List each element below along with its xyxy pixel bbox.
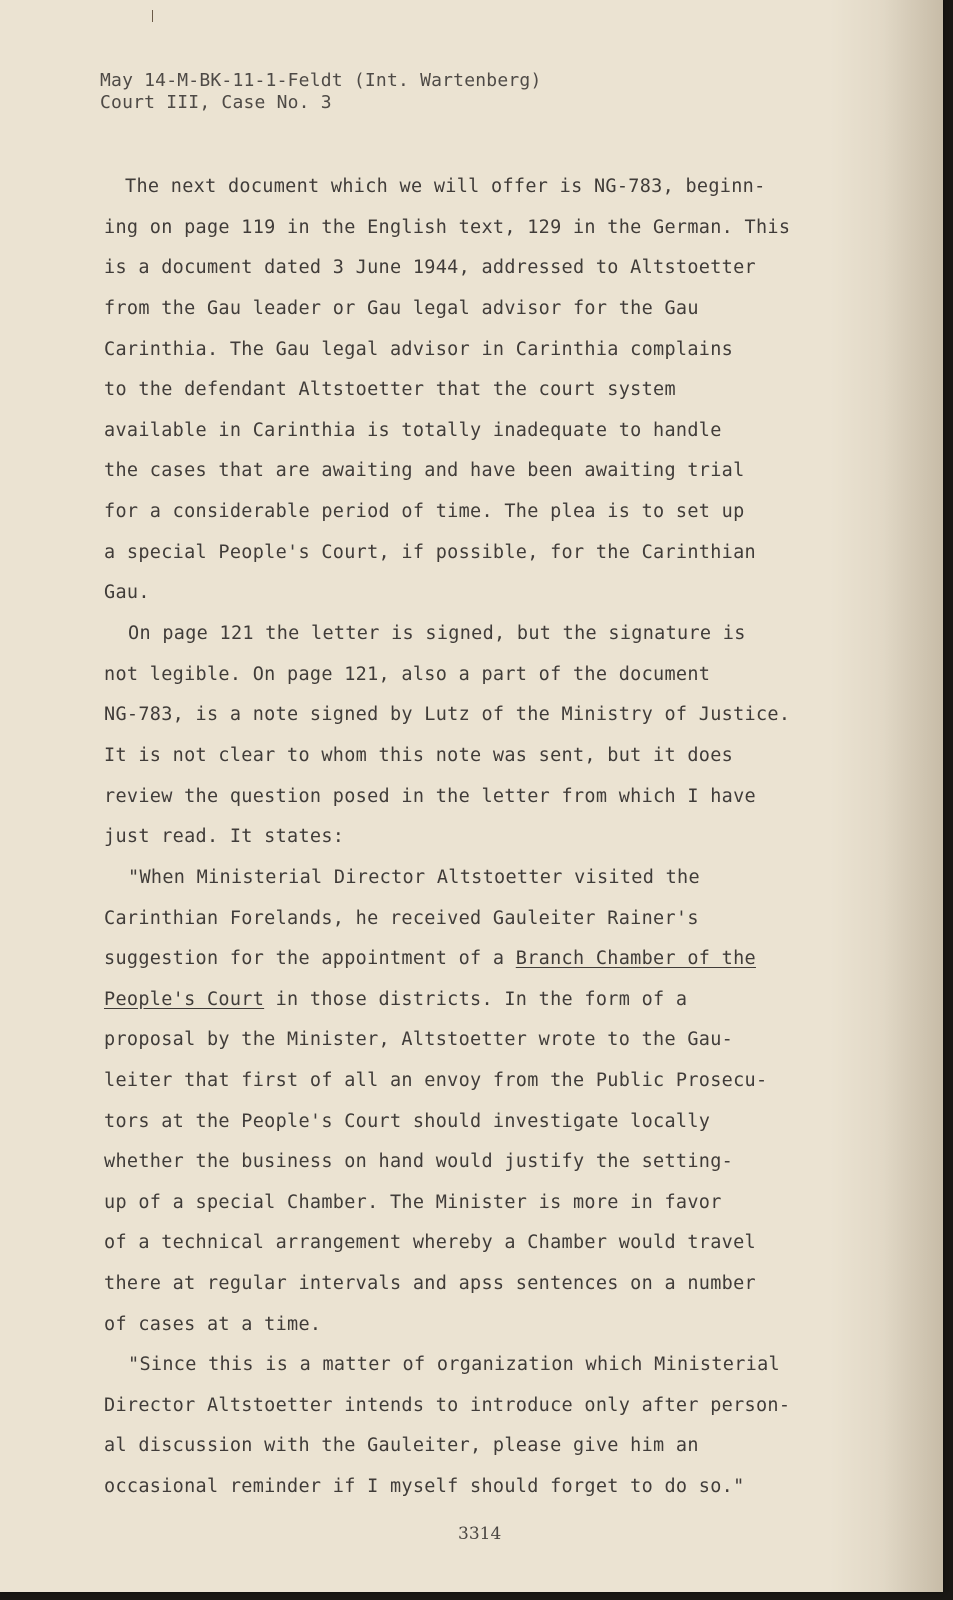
quote1-line: "When Ministerial Director Altstoetter visited the bbox=[128, 867, 700, 888]
document-header bbox=[100, 70, 541, 114]
quote1-line: of cases at a time. bbox=[104, 1314, 322, 1335]
quote1-line: tors at the People's Court should investigate locally bbox=[104, 1111, 711, 1132]
paragraph1-line: to the defendant Altstoetter that the court system bbox=[104, 379, 676, 400]
quote2-line: al discussion with the Gauleiter, please give him an bbox=[104, 1435, 699, 1456]
paragraph1-line: Carinthia. The Gau legal advisor in Carinthia complains bbox=[104, 339, 734, 360]
quote2-line: "Since this is a matter of organization which Ministerial bbox=[128, 1354, 780, 1375]
paragraph1-line: for a considerable period of time. The plea is to set up bbox=[104, 501, 745, 522]
paragraph2-line: review the question posed in the letter from which I have bbox=[104, 786, 756, 807]
underlined-court-name: Branch Chamber of the bbox=[515, 948, 756, 969]
paragraph2-line: It is not clear to whom this note was sent, but it does bbox=[104, 745, 734, 766]
quote1-line: Carinthian Forelands, he received Gauleiter Rainer's bbox=[104, 908, 699, 929]
paragraph2-line: just read. It states: bbox=[104, 826, 345, 847]
paragraph2-line: not legible. On page 121, also a part of the document bbox=[104, 664, 711, 685]
paragraph1-line: is a document dated 3 June 1944, addressed to Altstoetter bbox=[104, 257, 756, 278]
header-line-session: May 14-M-BK-11-1-Feldt (Int. Wartenberg) bbox=[100, 70, 542, 91]
paragraph1-line: ing on page 119 in the English text, 129 in the German. This bbox=[104, 217, 791, 238]
quote2-line: Director Altstoetter intends to introduce only after person- bbox=[104, 1395, 791, 1416]
quote2-line: occasional reminder if I myself should forget to do so." bbox=[104, 1476, 745, 1497]
paragraph1-line: a special People's Court, if possible, for the Carinthian bbox=[104, 542, 756, 563]
paragraph2-line: NG-783, is a note signed by Lutz of the Ministry of Justice. bbox=[104, 704, 791, 725]
paragraph1-line: Gau. bbox=[104, 582, 150, 603]
quote1-line: of a technical arrangement whereby a Chamber would travel bbox=[104, 1232, 756, 1253]
quote1-line: there at regular intervals and apss sentences on a number bbox=[104, 1273, 756, 1294]
quote1-line: proposal by the Minister, Altstoetter wrote to the Gau- bbox=[104, 1029, 734, 1050]
header-line-case: Court III, Case No. 3 bbox=[100, 92, 332, 113]
underlined-court-name: People's Court bbox=[104, 989, 265, 1010]
quote1-line: whether the business on hand would justify the setting- bbox=[104, 1151, 734, 1172]
page-edge-shadow bbox=[883, 0, 943, 1592]
quote1-text: in those districts. In the form of a bbox=[264, 989, 688, 1010]
quote1-line bbox=[104, 947, 756, 971]
quote1-line: up of a special Chamber. The Minister is more in favor bbox=[104, 1192, 722, 1213]
quote1-text: suggestion for the appointment of a bbox=[104, 948, 516, 969]
quote1-line: leiter that first of all an envoy from the Public Prosecu- bbox=[104, 1070, 768, 1091]
paragraph2-line: On page 121 the letter is signed, but the signature is bbox=[128, 623, 746, 644]
paragraph1-line: from the Gau leader or Gau legal advisor for the Gau bbox=[104, 298, 699, 319]
quote1-line bbox=[104, 988, 687, 1012]
page-number: 3314 bbox=[458, 1524, 502, 1544]
paragraph1-line: The next document which we will offer is NG-783, beginn- bbox=[125, 176, 766, 197]
paragraph1-line: available in Carinthia is totally inadequate to handle bbox=[104, 420, 722, 441]
pencil-mark bbox=[152, 10, 153, 22]
paragraph1-line: the cases that are awaiting and have been awaiting trial bbox=[104, 460, 745, 481]
